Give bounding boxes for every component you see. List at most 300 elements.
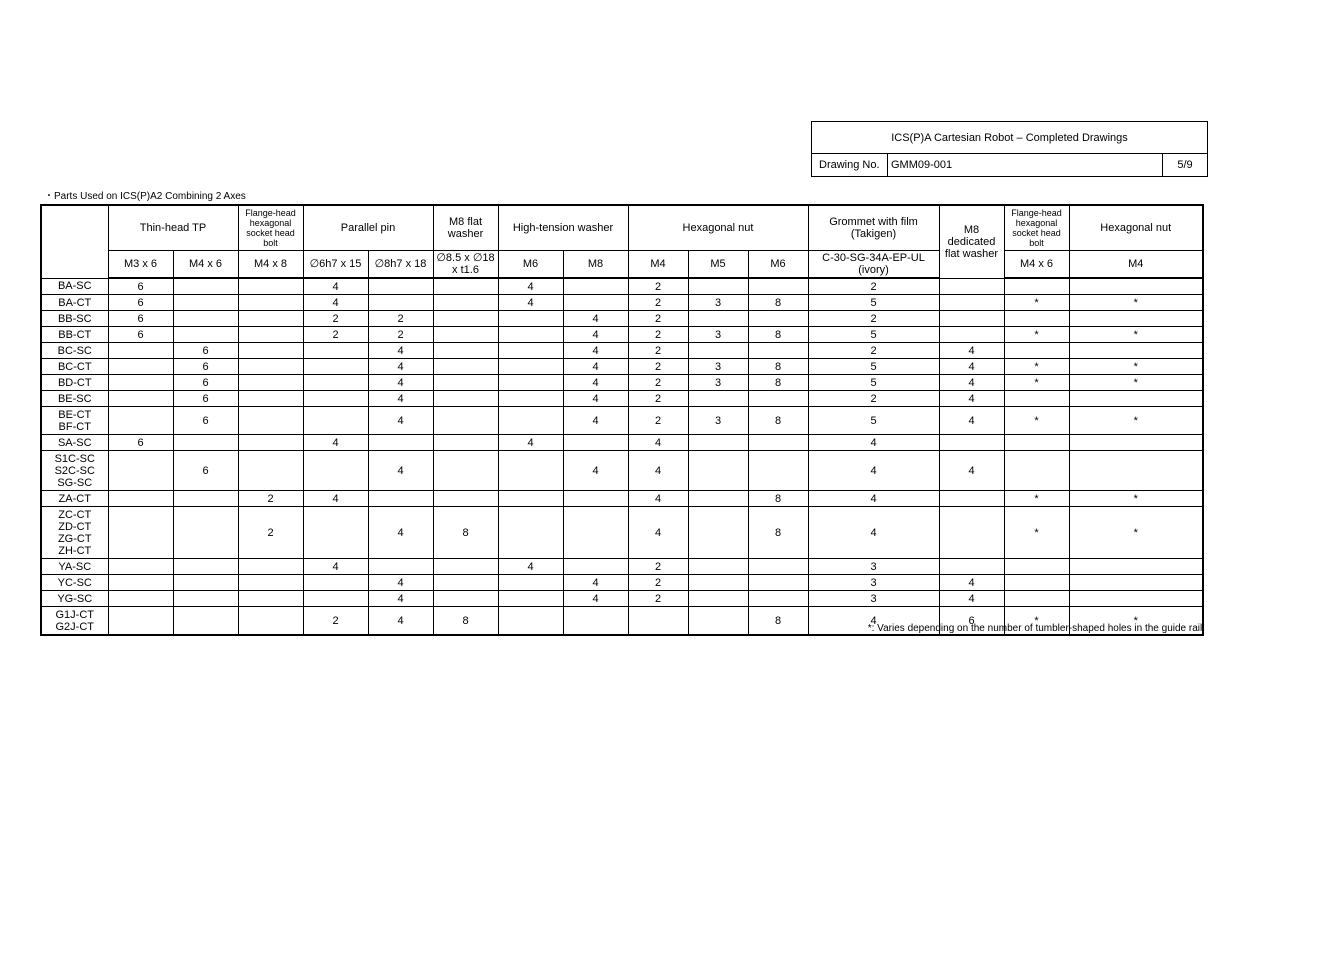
quantity-cell	[563, 607, 628, 636]
quantity-cell	[939, 311, 1004, 327]
quantity-cell: 4	[368, 343, 433, 359]
quantity-cell	[498, 591, 563, 607]
quantity-cell: 6	[173, 343, 238, 359]
quantity-cell	[238, 359, 303, 375]
title-block	[811, 121, 1208, 177]
quantity-cell: 2	[628, 575, 688, 591]
quantity-cell	[368, 491, 433, 507]
quantity-cell	[563, 559, 628, 575]
parts-table-body	[41, 278, 1203, 635]
quantity-cell	[433, 491, 498, 507]
quantity-cell	[303, 375, 368, 391]
quantity-cell: 4	[563, 451, 628, 491]
quantity-cell: 4	[563, 359, 628, 375]
quantity-cell: 4	[563, 407, 628, 435]
quantity-cell	[238, 391, 303, 407]
quantity-cell	[433, 391, 498, 407]
quantity-cell	[433, 575, 498, 591]
quantity-cell: *	[1004, 375, 1069, 391]
quantity-cell: 4	[563, 575, 628, 591]
quantity-cell: 8	[748, 359, 808, 375]
group-hex-nut: Hexagonal nut	[628, 205, 808, 251]
table-row	[41, 559, 1203, 575]
quantity-cell	[688, 575, 748, 591]
quantity-cell: 3	[688, 327, 748, 343]
quantity-cell	[238, 327, 303, 343]
model-cell: YC-SC	[41, 575, 108, 591]
quantity-cell: *	[1069, 327, 1203, 343]
group-flange-bolt: Flange-head hexagonal socket head bolt	[238, 205, 303, 251]
quantity-cell	[939, 327, 1004, 343]
quantity-cell: 2	[628, 327, 688, 343]
quantity-cell: 5	[808, 407, 939, 435]
quantity-cell	[1004, 343, 1069, 359]
drawing-no-label: Drawing No.	[812, 154, 888, 176]
quantity-cell: 4	[368, 451, 433, 491]
model-cell: BA-CT	[41, 295, 108, 311]
quantity-cell	[498, 451, 563, 491]
table-row	[41, 278, 1203, 295]
quantity-cell: 3	[688, 407, 748, 435]
quantity-cell: 4	[498, 295, 563, 311]
size-pin-8h7x18: ∅8h7 x 18	[368, 251, 433, 279]
quantity-cell	[688, 507, 748, 559]
quantity-cell	[748, 451, 808, 491]
quantity-cell	[433, 451, 498, 491]
quantity-cell	[433, 407, 498, 435]
quantity-cell: *	[1004, 327, 1069, 343]
quantity-cell: 4	[628, 451, 688, 491]
quantity-cell	[1069, 575, 1203, 591]
quantity-cell	[433, 343, 498, 359]
model-cell: BB-CT	[41, 327, 108, 343]
model-header	[41, 205, 108, 278]
table-row	[41, 591, 1203, 607]
quantity-cell	[433, 435, 498, 451]
quantity-cell	[238, 575, 303, 591]
quantity-cell	[433, 591, 498, 607]
model-cell: BB-SC	[41, 311, 108, 327]
model-cell: ZA-CT	[41, 491, 108, 507]
quantity-cell: 2	[628, 407, 688, 435]
quantity-cell: 4	[808, 491, 939, 507]
quantity-cell	[433, 295, 498, 311]
quantity-cell: 4	[368, 607, 433, 636]
quantity-cell: 5	[808, 327, 939, 343]
quantity-cell	[108, 607, 173, 636]
quantity-cell: 4	[808, 435, 939, 451]
quantity-cell	[108, 575, 173, 591]
quantity-cell: *	[1069, 507, 1203, 559]
quantity-cell	[173, 507, 238, 559]
quantity-cell	[173, 591, 238, 607]
quantity-cell: 4	[303, 295, 368, 311]
quantity-cell: 8	[748, 295, 808, 311]
quantity-cell: 4	[303, 491, 368, 507]
quantity-cell	[748, 391, 808, 407]
quantity-cell	[1004, 559, 1069, 575]
quantity-cell: 2	[238, 491, 303, 507]
quantity-cell: 4	[303, 278, 368, 295]
quantity-cell: 4	[939, 591, 1004, 607]
quantity-cell	[939, 559, 1004, 575]
quantity-cell: 4	[368, 359, 433, 375]
quantity-cell: 4	[939, 391, 1004, 407]
model-cell: YG-SC	[41, 591, 108, 607]
quantity-cell: 2	[628, 375, 688, 391]
quantity-cell: *	[1069, 407, 1203, 435]
quantity-cell: 8	[748, 375, 808, 391]
quantity-cell: 8	[748, 407, 808, 435]
quantity-cell: 4	[563, 327, 628, 343]
quantity-cell	[303, 343, 368, 359]
quantity-cell	[688, 278, 748, 295]
quantity-cell	[939, 507, 1004, 559]
quantity-cell	[173, 575, 238, 591]
quantity-cell: 3	[808, 591, 939, 607]
quantity-cell	[238, 311, 303, 327]
quantity-cell: 2	[628, 559, 688, 575]
table-row	[41, 343, 1203, 359]
quantity-cell: 5	[808, 375, 939, 391]
quantity-cell	[688, 311, 748, 327]
quantity-cell	[498, 575, 563, 591]
quantity-cell	[628, 607, 688, 636]
group-high-tension-washer: High-tension washer	[498, 205, 628, 251]
parts-table	[40, 204, 1204, 636]
quantity-cell	[688, 451, 748, 491]
quantity-cell: 4	[368, 407, 433, 435]
model-cell: SA-SC	[41, 435, 108, 451]
quantity-cell	[238, 451, 303, 491]
table-row	[41, 435, 1203, 451]
quantity-cell	[368, 295, 433, 311]
size-flange2-m4x6: M4 x 6	[1004, 251, 1069, 279]
quantity-cell	[173, 327, 238, 343]
quantity-cell: 8	[748, 507, 808, 559]
group-thin-head-tp: Thin-head TP	[108, 205, 238, 251]
quantity-cell	[303, 507, 368, 559]
quantity-cell	[368, 559, 433, 575]
quantity-cell	[498, 407, 563, 435]
quantity-cell: *	[1004, 407, 1069, 435]
quantity-cell	[108, 591, 173, 607]
quantity-cell: 6	[173, 391, 238, 407]
quantity-cell	[173, 278, 238, 295]
size-nut-m5: M5	[688, 251, 748, 279]
quantity-cell	[1069, 343, 1203, 359]
quantity-cell: 3	[808, 575, 939, 591]
quantity-cell: 8	[433, 507, 498, 559]
quantity-cell: 6	[173, 375, 238, 391]
quantity-cell	[498, 507, 563, 559]
quantity-cell	[238, 407, 303, 435]
quantity-cell: 4	[808, 507, 939, 559]
size-ht-m6: M6	[498, 251, 563, 279]
quantity-cell: 6	[108, 311, 173, 327]
quantity-cell: 2	[628, 359, 688, 375]
group-m8-flat-washer: M8 flat washer	[433, 205, 498, 251]
group-m8-dedicated-washer: M8 dedicated flat washer	[939, 205, 1004, 278]
quantity-cell: 2	[628, 343, 688, 359]
quantity-cell: 2	[808, 343, 939, 359]
quantity-cell: 3	[808, 559, 939, 575]
quantity-cell: 2	[368, 311, 433, 327]
quantity-cell	[498, 359, 563, 375]
quantity-cell	[498, 343, 563, 359]
group-grommet: Grommet with film (Takigen)	[808, 205, 939, 251]
quantity-cell	[433, 359, 498, 375]
quantity-cell: 6	[173, 451, 238, 491]
quantity-cell: 4	[563, 591, 628, 607]
quantity-cell: *	[1004, 295, 1069, 311]
quantity-cell	[368, 435, 433, 451]
quantity-cell	[498, 311, 563, 327]
quantity-cell	[1069, 435, 1203, 451]
size-thin-m4x6: M4 x 6	[173, 251, 238, 279]
quantity-cell	[1004, 591, 1069, 607]
quantity-cell	[368, 278, 433, 295]
group-flange-bolt-2: Flange-head hexagonal socket head bolt	[1004, 205, 1069, 251]
quantity-cell: 3	[688, 375, 748, 391]
header-row-sizes	[41, 251, 1203, 279]
group-parallel-pin: Parallel pin	[303, 205, 433, 251]
quantity-cell	[433, 278, 498, 295]
quantity-cell	[173, 491, 238, 507]
model-cell: BC-SC	[41, 343, 108, 359]
quantity-cell	[748, 591, 808, 607]
quantity-cell	[173, 435, 238, 451]
quantity-cell	[498, 391, 563, 407]
quantity-cell: 2	[303, 607, 368, 636]
quantity-cell	[748, 435, 808, 451]
table-row	[41, 391, 1203, 407]
model-cell: ZC-CT ZD-CT ZG-CT ZH-CT	[41, 507, 108, 559]
quantity-cell	[173, 295, 238, 311]
quantity-cell	[1004, 575, 1069, 591]
model-cell: BE-CT BF-CT	[41, 407, 108, 435]
quantity-cell: 4	[939, 359, 1004, 375]
quantity-cell: 4	[498, 559, 563, 575]
quantity-cell	[563, 278, 628, 295]
quantity-cell: 4	[939, 343, 1004, 359]
quantity-cell	[748, 278, 808, 295]
quantity-cell	[108, 407, 173, 435]
quantity-cell	[238, 591, 303, 607]
table-row	[41, 359, 1203, 375]
quantity-cell	[563, 295, 628, 311]
quantity-cell	[108, 507, 173, 559]
quantity-cell	[1004, 391, 1069, 407]
quantity-cell	[688, 591, 748, 607]
model-cell: G1J-CT G2J-CT	[41, 607, 108, 636]
quantity-cell	[173, 559, 238, 575]
quantity-cell	[303, 575, 368, 591]
quantity-cell	[433, 327, 498, 343]
quantity-cell	[238, 343, 303, 359]
quantity-cell	[108, 391, 173, 407]
quantity-cell: 5	[808, 359, 939, 375]
quantity-cell	[1004, 278, 1069, 295]
quantity-cell: *	[1069, 359, 1203, 375]
size-nut-m6: M6	[748, 251, 808, 279]
quantity-cell	[303, 391, 368, 407]
quantity-cell: 2	[628, 311, 688, 327]
size-pin-6h7x15: ∅6h7 x 15	[303, 251, 368, 279]
quantity-cell	[498, 375, 563, 391]
table-row	[41, 375, 1203, 391]
quantity-cell: 8	[748, 491, 808, 507]
quantity-cell	[108, 559, 173, 575]
size-thin-m3x6: M3 x 6	[108, 251, 173, 279]
quantity-cell	[108, 451, 173, 491]
quantity-cell: 6	[173, 359, 238, 375]
size-grommet-part: C-30-SG-34A-EP-UL (ivory)	[808, 251, 939, 279]
quantity-cell: 4	[368, 575, 433, 591]
quantity-cell	[433, 559, 498, 575]
quantity-cell: 4	[563, 343, 628, 359]
quantity-cell: 6	[939, 607, 1004, 636]
model-cell: S1C-SC S2C-SC SG-SC	[41, 451, 108, 491]
quantity-cell: 4	[563, 311, 628, 327]
quantity-cell	[563, 507, 628, 559]
table-row	[41, 491, 1203, 507]
table-row	[41, 507, 1203, 559]
quantity-cell: *	[1004, 507, 1069, 559]
quantity-cell	[939, 295, 1004, 311]
quantity-cell: 4	[303, 559, 368, 575]
table-caption: ・Parts Used on ICS(P)A2 Combining 2 Axes	[44, 191, 246, 202]
size-ht-m8: M8	[563, 251, 628, 279]
quantity-cell: 4	[498, 435, 563, 451]
footnote: *: Varies depending on the number of tumbler-shaped holes in the guide rail.	[867, 623, 1205, 634]
quantity-cell: 5	[808, 295, 939, 311]
quantity-cell: 2	[628, 391, 688, 407]
quantity-cell: 4	[368, 391, 433, 407]
quantity-cell: 2	[808, 311, 939, 327]
quantity-cell: 4	[368, 507, 433, 559]
quantity-cell	[688, 435, 748, 451]
size-washer: ∅8.5 x ∅18 x t1.6	[433, 251, 498, 279]
model-cell: BA-SC	[41, 278, 108, 295]
quantity-cell	[748, 575, 808, 591]
quantity-cell: 4	[563, 391, 628, 407]
quantity-cell: 2	[628, 295, 688, 311]
quantity-cell: 4	[368, 591, 433, 607]
quantity-cell: *	[1069, 491, 1203, 507]
quantity-cell	[1004, 311, 1069, 327]
quantity-cell	[303, 451, 368, 491]
drawing-title: ICS(P)A Cartesian Robot – Completed Drawings	[812, 122, 1207, 154]
quantity-cell	[108, 359, 173, 375]
quantity-cell: 4	[808, 451, 939, 491]
quantity-cell	[238, 559, 303, 575]
quantity-cell	[1069, 559, 1203, 575]
quantity-cell: 6	[108, 327, 173, 343]
table-row	[41, 575, 1203, 591]
quantity-cell	[498, 607, 563, 636]
quantity-cell	[1069, 278, 1203, 295]
quantity-cell: 4	[563, 375, 628, 391]
quantity-cell	[303, 591, 368, 607]
quantity-cell	[688, 391, 748, 407]
quantity-cell	[108, 375, 173, 391]
quantity-cell	[563, 491, 628, 507]
quantity-cell	[433, 375, 498, 391]
quantity-cell: 2	[808, 278, 939, 295]
quantity-cell: *	[1004, 359, 1069, 375]
quantity-cell: *	[1069, 295, 1203, 311]
quantity-cell	[238, 295, 303, 311]
quantity-cell	[498, 327, 563, 343]
quantity-cell	[1069, 451, 1203, 491]
quantity-cell: 3	[688, 359, 748, 375]
quantity-cell: 8	[433, 607, 498, 636]
quantity-cell: 2	[303, 327, 368, 343]
quantity-cell	[433, 311, 498, 327]
quantity-cell: 8	[748, 607, 808, 636]
quantity-cell: 4	[939, 575, 1004, 591]
drawing-no-value: GMM09-001	[888, 154, 1163, 176]
quantity-cell	[238, 607, 303, 636]
table-row	[41, 311, 1203, 327]
quantity-cell: 4	[368, 375, 433, 391]
quantity-cell	[1069, 391, 1203, 407]
quantity-cell: 2	[628, 278, 688, 295]
quantity-cell: 2	[628, 591, 688, 607]
quantity-cell	[1004, 451, 1069, 491]
quantity-cell: 4	[628, 491, 688, 507]
quantity-cell	[238, 375, 303, 391]
quantity-cell	[303, 407, 368, 435]
quantity-cell: 4	[628, 435, 688, 451]
quantity-cell: 2	[808, 391, 939, 407]
quantity-cell	[173, 607, 238, 636]
quantity-cell	[108, 343, 173, 359]
sheet-number: 5/9	[1177, 159, 1193, 171]
model-cell: BE-SC	[41, 391, 108, 407]
quantity-cell	[238, 435, 303, 451]
table-row	[41, 327, 1203, 343]
table-row	[41, 295, 1203, 311]
quantity-cell: 2	[238, 507, 303, 559]
quantity-cell	[688, 343, 748, 359]
quantity-cell	[498, 491, 563, 507]
quantity-cell: *	[1004, 607, 1069, 636]
quantity-cell	[1069, 591, 1203, 607]
quantity-cell: 4	[628, 507, 688, 559]
size-flange-m4x8: M4 x 8	[238, 251, 303, 279]
quantity-cell: *	[1069, 375, 1203, 391]
quantity-cell	[688, 559, 748, 575]
quantity-cell: 6	[108, 295, 173, 311]
model-cell: YA-SC	[41, 559, 108, 575]
quantity-cell	[748, 343, 808, 359]
quantity-cell	[939, 435, 1004, 451]
quantity-cell: *	[1004, 491, 1069, 507]
quantity-cell	[1004, 435, 1069, 451]
quantity-cell	[688, 491, 748, 507]
quantity-cell: 4	[303, 435, 368, 451]
quantity-cell: 2	[368, 327, 433, 343]
quantity-cell	[939, 491, 1004, 507]
size-nut2-m4: M4	[1069, 251, 1203, 279]
quantity-cell	[238, 278, 303, 295]
quantity-cell	[173, 311, 238, 327]
quantity-cell: 2	[303, 311, 368, 327]
header-row-groups	[41, 205, 1203, 251]
quantity-cell	[303, 359, 368, 375]
